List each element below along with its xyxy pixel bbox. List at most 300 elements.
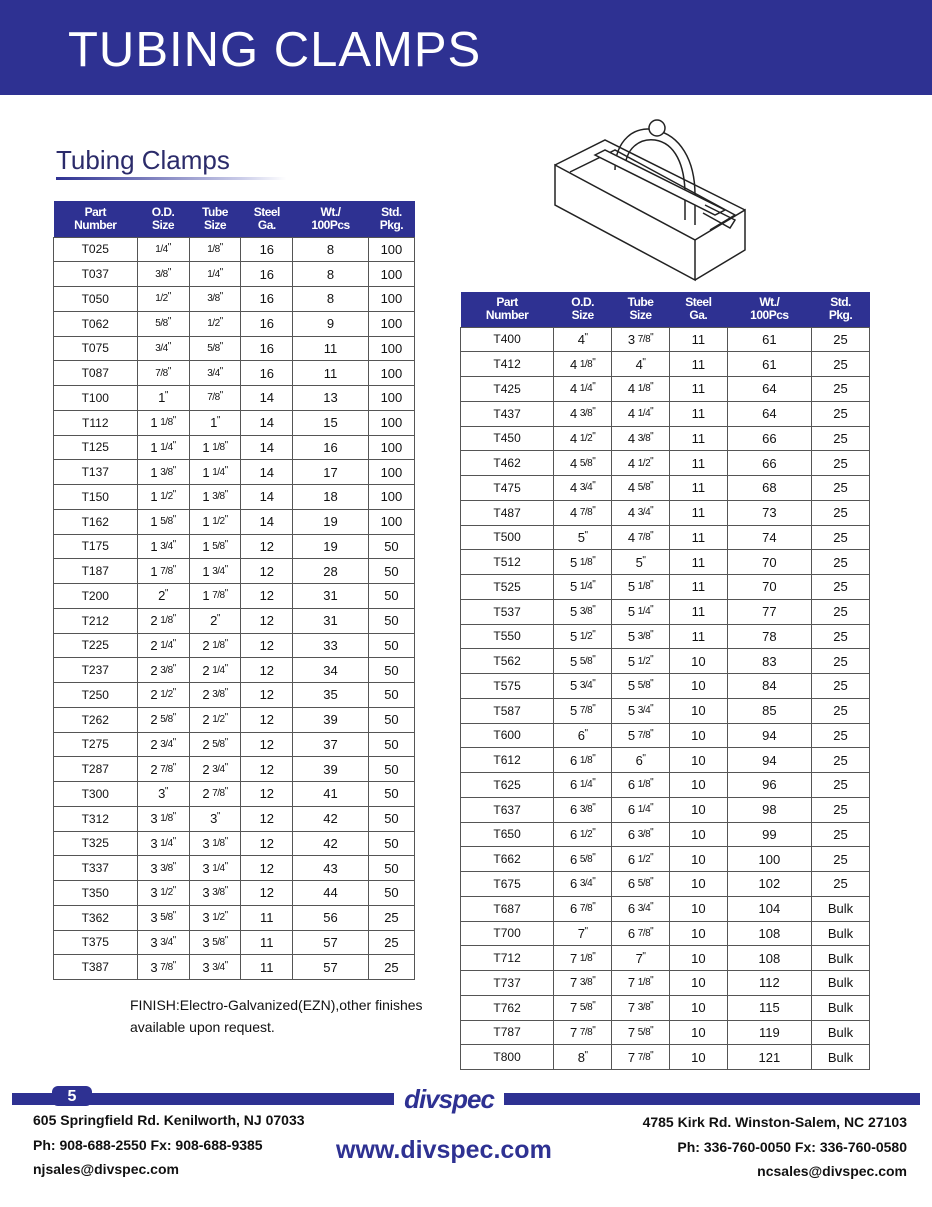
steel-gauge-cell: 11 — [670, 599, 728, 624]
std-package-cell: 25 — [812, 847, 870, 872]
table-row — [461, 327, 870, 352]
std-package-cell: 100 — [368, 237, 414, 262]
std-package-cell: 25 — [812, 674, 870, 699]
column-header-std-package: Std. Pkg. — [368, 201, 414, 237]
std-package-cell: 100 — [368, 485, 414, 510]
part-number-cell: T512 — [461, 550, 554, 575]
column-header-tube-size: Tube Size — [612, 292, 670, 327]
od-size-cell: 4 1/2" — [554, 426, 612, 451]
steel-gauge-cell: 10 — [670, 995, 728, 1020]
weight-per-100-cell: 34 — [293, 658, 369, 683]
part-number-cell: T075 — [54, 336, 138, 361]
std-package-cell: 25 — [812, 872, 870, 897]
nc-phone: Ph: 336-760-0050 Fx: 336-760-0580 — [677, 1138, 907, 1155]
weight-per-100-cell: 35 — [293, 683, 369, 708]
weight-per-100-cell: 74 — [727, 525, 811, 550]
weight-per-100-cell: 112 — [727, 971, 811, 996]
steel-gauge-cell: 12 — [241, 608, 293, 633]
table-row — [54, 658, 415, 683]
od-size-cell: 2 1/4" — [137, 633, 189, 658]
std-package-cell: 25 — [812, 773, 870, 798]
tube-size-cell: 5 3/4" — [612, 698, 670, 723]
weight-per-100-cell: 115 — [727, 995, 811, 1020]
tube-size-cell: 7 7/8" — [612, 1045, 670, 1070]
tube-size-cell: 3 3/4" — [189, 955, 241, 980]
std-package-cell: 100 — [368, 509, 414, 534]
weight-per-100-cell: 9 — [293, 311, 369, 336]
tube-size-cell: 1" — [189, 410, 241, 435]
part-number-cell: T650 — [461, 822, 554, 847]
table-row — [461, 822, 870, 847]
section-underline — [56, 177, 286, 180]
table-row — [461, 550, 870, 575]
std-package-cell: 25 — [812, 575, 870, 600]
part-number-cell: T412 — [461, 352, 554, 377]
weight-per-100-cell: 42 — [293, 806, 369, 831]
od-size-cell: 6 1/2" — [554, 822, 612, 847]
part-number-cell: T325 — [54, 831, 138, 856]
part-number-cell: T437 — [461, 401, 554, 426]
od-size-cell: 4 7/8" — [554, 500, 612, 525]
weight-per-100-cell: 8 — [293, 287, 369, 312]
divspec-logo: divspec — [394, 1085, 504, 1115]
steel-gauge-cell: 11 — [670, 476, 728, 501]
std-package-cell: Bulk — [812, 1020, 870, 1045]
part-number-cell: T637 — [461, 797, 554, 822]
tube-size-cell: 2 1/2" — [189, 707, 241, 732]
od-size-cell: 6 3/4" — [554, 872, 612, 897]
steel-gauge-cell: 10 — [670, 773, 728, 798]
table-row — [54, 584, 415, 609]
table-row — [461, 847, 870, 872]
std-package-cell: 25 — [812, 525, 870, 550]
part-number-cell: T025 — [54, 237, 138, 262]
column-header-part-number: Part Number — [461, 292, 554, 327]
std-package-cell: 50 — [368, 806, 414, 831]
std-package-cell: 50 — [368, 608, 414, 633]
nj-contact — [33, 1108, 305, 1182]
tube-size-cell: 1 3/4" — [189, 559, 241, 584]
std-package-cell: 25 — [812, 797, 870, 822]
tube-size-cell: 3" — [189, 806, 241, 831]
part-number-cell: T237 — [54, 658, 138, 683]
part-number-cell: T450 — [461, 426, 554, 451]
part-number-cell: T687 — [461, 896, 554, 921]
column-header-weight-per-100: Wt./ 100Pcs — [727, 292, 811, 327]
std-package-cell: Bulk — [812, 1045, 870, 1070]
weight-per-100-cell: 108 — [727, 946, 811, 971]
tube-size-cell: 5" — [612, 550, 670, 575]
column-header-part-number: Part Number — [54, 201, 138, 237]
tube-size-cell: 2 7/8" — [189, 782, 241, 807]
od-size-cell: 6 1/8" — [554, 748, 612, 773]
weight-per-100-cell: 64 — [727, 377, 811, 402]
column-header-od-size: O.D. Size — [137, 201, 189, 237]
od-size-cell: 1 5/8" — [137, 509, 189, 534]
table-row — [461, 674, 870, 699]
tube-size-cell: 3 3/8" — [189, 881, 241, 906]
std-package-cell: Bulk — [812, 971, 870, 996]
part-number-cell: T550 — [461, 624, 554, 649]
table-row — [54, 386, 415, 411]
steel-gauge-cell: 11 — [241, 955, 293, 980]
table-row — [461, 748, 870, 773]
weight-per-100-cell: 44 — [293, 881, 369, 906]
weight-per-100-cell: 28 — [293, 559, 369, 584]
od-size-cell: 5 3/8" — [554, 599, 612, 624]
steel-gauge-cell: 12 — [241, 806, 293, 831]
od-size-cell: 6 3/8" — [554, 797, 612, 822]
tube-size-cell: 2 1/4" — [189, 658, 241, 683]
std-package-cell: 25 — [368, 955, 414, 980]
od-size-cell: 6 1/4" — [554, 773, 612, 798]
std-package-cell: 25 — [812, 327, 870, 352]
std-package-cell: 50 — [368, 856, 414, 881]
std-package-cell: 100 — [368, 410, 414, 435]
table-row — [54, 361, 415, 386]
table-row — [461, 698, 870, 723]
part-number-cell: T662 — [461, 847, 554, 872]
std-package-cell: 100 — [368, 361, 414, 386]
table-row — [54, 633, 415, 658]
weight-per-100-cell: 85 — [727, 698, 811, 723]
table-row — [461, 624, 870, 649]
tube-size-cell: 3/4" — [189, 361, 241, 386]
steel-gauge-cell: 10 — [670, 1020, 728, 1045]
weight-per-100-cell: 8 — [293, 262, 369, 287]
weight-per-100-cell: 17 — [293, 460, 369, 485]
part-number-cell: T625 — [461, 773, 554, 798]
od-size-cell: 7 7/8" — [554, 1020, 612, 1045]
std-package-cell: 50 — [368, 831, 414, 856]
table-row — [461, 377, 870, 402]
weight-per-100-cell: 102 — [727, 872, 811, 897]
table-row — [461, 401, 870, 426]
part-number-cell: T150 — [54, 485, 138, 510]
steel-gauge-cell: 11 — [670, 327, 728, 352]
table-row — [54, 534, 415, 559]
steel-gauge-cell: 11 — [670, 624, 728, 649]
part-number-cell: T275 — [54, 732, 138, 757]
std-package-cell: 50 — [368, 707, 414, 732]
od-size-cell: 1 1/2" — [137, 485, 189, 510]
weight-per-100-cell: 57 — [293, 930, 369, 955]
od-size-cell: 7 3/8" — [554, 971, 612, 996]
table-header-row — [461, 292, 870, 327]
steel-gauge-cell: 16 — [241, 336, 293, 361]
part-number-cell: T675 — [461, 872, 554, 897]
std-package-cell: 25 — [368, 930, 414, 955]
weight-per-100-cell: 41 — [293, 782, 369, 807]
steel-gauge-cell: 10 — [670, 748, 728, 773]
table-row — [54, 856, 415, 881]
table-row — [461, 575, 870, 600]
steel-gauge-cell: 10 — [670, 921, 728, 946]
od-size-cell: 1" — [137, 386, 189, 411]
weight-per-100-cell: 39 — [293, 707, 369, 732]
steel-gauge-cell: 16 — [241, 361, 293, 386]
tube-size-cell: 3 5/8" — [189, 930, 241, 955]
std-package-cell: 25 — [812, 377, 870, 402]
table-row — [54, 262, 415, 287]
od-size-cell: 2 3/8" — [137, 658, 189, 683]
steel-gauge-cell: 16 — [241, 311, 293, 336]
weight-per-100-cell: 43 — [293, 856, 369, 881]
website-link[interactable]: www.divspec.com — [336, 1136, 552, 1164]
std-package-cell: Bulk — [812, 995, 870, 1020]
weight-per-100-cell: 11 — [293, 336, 369, 361]
steel-gauge-cell: 12 — [241, 584, 293, 609]
tube-size-cell: 6 7/8" — [612, 921, 670, 946]
std-package-cell: 50 — [368, 782, 414, 807]
table-row — [54, 237, 415, 262]
table-row — [54, 782, 415, 807]
steel-gauge-cell: 11 — [670, 377, 728, 402]
od-size-cell: 7/8" — [137, 361, 189, 386]
steel-gauge-cell: 12 — [241, 559, 293, 584]
part-number-cell: T200 — [54, 584, 138, 609]
part-number-cell: T475 — [461, 476, 554, 501]
table-row — [461, 921, 870, 946]
od-size-cell: 6" — [554, 723, 612, 748]
table-row — [461, 525, 870, 550]
weight-per-100-cell: 13 — [293, 386, 369, 411]
std-package-cell: 25 — [812, 352, 870, 377]
part-number-cell: T250 — [54, 683, 138, 708]
table-row — [461, 352, 870, 377]
std-package-cell: 25 — [812, 500, 870, 525]
od-size-cell: 2 3/4" — [137, 732, 189, 757]
steel-gauge-cell: 12 — [241, 707, 293, 732]
table-row — [461, 426, 870, 451]
column-header-tube-size: Tube Size — [189, 201, 241, 237]
od-size-cell: 2" — [137, 584, 189, 609]
part-number-cell: T575 — [461, 674, 554, 699]
tubing-clamp-illustration — [545, 110, 765, 290]
od-size-cell: 4 3/8" — [554, 401, 612, 426]
weight-per-100-cell: 57 — [293, 955, 369, 980]
od-size-cell: 2 7/8" — [137, 757, 189, 782]
od-size-cell: 1 7/8" — [137, 559, 189, 584]
std-package-cell: 50 — [368, 683, 414, 708]
steel-gauge-cell: 14 — [241, 410, 293, 435]
std-package-cell: 100 — [368, 336, 414, 361]
od-size-cell: 3 1/8" — [137, 806, 189, 831]
table-row — [461, 1045, 870, 1070]
od-size-cell: 1 1/4" — [137, 435, 189, 460]
steel-gauge-cell: 14 — [241, 386, 293, 411]
tube-size-cell: 7/8" — [189, 386, 241, 411]
steel-gauge-cell: 14 — [241, 485, 293, 510]
tube-size-cell: 1 1/2" — [189, 509, 241, 534]
tube-size-cell: 2 5/8" — [189, 732, 241, 757]
od-size-cell: 5/8" — [137, 311, 189, 336]
tube-size-cell: 6 3/4" — [612, 896, 670, 921]
std-package-cell: 100 — [368, 386, 414, 411]
table-row — [54, 287, 415, 312]
part-number-cell: T362 — [54, 905, 138, 930]
std-package-cell: 50 — [368, 658, 414, 683]
table-row — [461, 995, 870, 1020]
steel-gauge-cell: 11 — [670, 426, 728, 451]
table-row — [54, 732, 415, 757]
part-number-cell: T500 — [461, 525, 554, 550]
tube-size-cell: 6 5/8" — [612, 872, 670, 897]
part-number-cell: T387 — [54, 955, 138, 980]
od-size-cell: 2 1/8" — [137, 608, 189, 633]
tube-size-cell: 7 5/8" — [612, 1020, 670, 1045]
nj-email[interactable]: njsales@divspec.com — [33, 1161, 179, 1177]
part-number-cell: T350 — [54, 881, 138, 906]
steel-gauge-cell: 12 — [241, 856, 293, 881]
tube-size-cell: 4 3/8" — [612, 426, 670, 451]
steel-gauge-cell: 12 — [241, 732, 293, 757]
weight-per-100-cell: 31 — [293, 608, 369, 633]
steel-gauge-cell: 10 — [670, 896, 728, 921]
steel-gauge-cell: 12 — [241, 881, 293, 906]
part-number-cell: T525 — [461, 575, 554, 600]
steel-gauge-cell: 10 — [670, 946, 728, 971]
tube-size-cell: 3 7/8" — [612, 327, 670, 352]
weight-per-100-cell: 77 — [727, 599, 811, 624]
part-number-cell: T800 — [461, 1045, 554, 1070]
steel-gauge-cell: 11 — [670, 451, 728, 476]
page-title: TUBING CLAMPS — [68, 23, 482, 77]
nc-address: 4785 Kirk Rd. Winston-Salem, NC 27103 — [642, 1114, 907, 1130]
steel-gauge-cell: 16 — [241, 237, 293, 262]
std-package-cell: 50 — [368, 534, 414, 559]
steel-gauge-cell: 11 — [241, 930, 293, 955]
part-number-cell: T112 — [54, 410, 138, 435]
od-size-cell: 6 5/8" — [554, 847, 612, 872]
tube-size-cell: 4 1/8" — [612, 377, 670, 402]
steel-gauge-cell: 11 — [241, 905, 293, 930]
od-size-cell: 4 1/4" — [554, 377, 612, 402]
steel-gauge-cell: 12 — [241, 683, 293, 708]
table-row — [461, 946, 870, 971]
tube-size-cell: 1 1/8" — [189, 435, 241, 460]
od-size-cell: 1/4" — [137, 237, 189, 262]
table-row — [461, 872, 870, 897]
part-number-cell: T700 — [461, 921, 554, 946]
tube-size-cell: 5 3/8" — [612, 624, 670, 649]
tubing-clamps-table-large — [460, 292, 870, 1070]
table-row — [54, 311, 415, 336]
od-size-cell: 3/4" — [137, 336, 189, 361]
weight-per-100-cell: 19 — [293, 534, 369, 559]
tube-size-cell: 5 5/8" — [612, 674, 670, 699]
steel-gauge-cell: 11 — [670, 401, 728, 426]
od-size-cell: 5 5/8" — [554, 649, 612, 674]
tube-size-cell: 4" — [612, 352, 670, 377]
weight-per-100-cell: 56 — [293, 905, 369, 930]
weight-per-100-cell: 64 — [727, 401, 811, 426]
weight-per-100-cell: 33 — [293, 633, 369, 658]
nc-email[interactable]: ncsales@divspec.com — [757, 1163, 907, 1179]
od-size-cell: 7 5/8" — [554, 995, 612, 1020]
od-size-cell: 5 3/4" — [554, 674, 612, 699]
std-package-cell: 25 — [812, 599, 870, 624]
std-package-cell: 25 — [812, 426, 870, 451]
od-size-cell: 3 1/2" — [137, 881, 189, 906]
od-size-cell: 3 5/8" — [137, 905, 189, 930]
table-row — [461, 451, 870, 476]
weight-per-100-cell: 61 — [727, 352, 811, 377]
steel-gauge-cell: 14 — [241, 435, 293, 460]
table-row — [54, 460, 415, 485]
part-number-cell: T337 — [54, 856, 138, 881]
std-package-cell: 50 — [368, 732, 414, 757]
tube-size-cell: 2 3/8" — [189, 683, 241, 708]
std-package-cell: 25 — [812, 649, 870, 674]
tube-size-cell: 1/8" — [189, 237, 241, 262]
tube-size-cell: 2" — [189, 608, 241, 633]
table-row — [461, 971, 870, 996]
od-size-cell: 5 1/8" — [554, 550, 612, 575]
table-row — [461, 896, 870, 921]
steel-gauge-cell: 14 — [241, 460, 293, 485]
weight-per-100-cell: 100 — [727, 847, 811, 872]
std-package-cell: 25 — [812, 550, 870, 575]
tube-size-cell: 6 3/8" — [612, 822, 670, 847]
steel-gauge-cell: 10 — [670, 872, 728, 897]
part-number-cell: T487 — [461, 500, 554, 525]
weight-per-100-cell: 121 — [727, 1045, 811, 1070]
steel-gauge-cell: 10 — [670, 1045, 728, 1070]
part-number-cell: T762 — [461, 995, 554, 1020]
section-title: Tubing Clamps — [56, 145, 230, 175]
part-number-cell: T225 — [54, 633, 138, 658]
steel-gauge-cell: 12 — [241, 534, 293, 559]
tube-size-cell: 2 3/4" — [189, 757, 241, 782]
steel-gauge-cell: 11 — [670, 352, 728, 377]
weight-per-100-cell: 18 — [293, 485, 369, 510]
std-package-cell: 25 — [812, 451, 870, 476]
part-number-cell: T125 — [54, 435, 138, 460]
table-row — [54, 905, 415, 930]
tube-size-cell: 6" — [612, 748, 670, 773]
od-size-cell: 3 7/8" — [137, 955, 189, 980]
table-row — [54, 485, 415, 510]
od-size-cell: 4 5/8" — [554, 451, 612, 476]
std-package-cell: 25 — [368, 905, 414, 930]
table-row — [54, 881, 415, 906]
weight-per-100-cell: 39 — [293, 757, 369, 782]
std-package-cell: 25 — [812, 822, 870, 847]
part-number-cell: T300 — [54, 782, 138, 807]
column-header-steel-gauge: Steel Ga. — [241, 201, 293, 237]
tube-size-cell: 5 7/8" — [612, 723, 670, 748]
table-row — [461, 649, 870, 674]
table-row — [54, 930, 415, 955]
part-number-cell: T600 — [461, 723, 554, 748]
od-size-cell: 7" — [554, 921, 612, 946]
tube-size-cell: 1 5/8" — [189, 534, 241, 559]
steel-gauge-cell: 12 — [241, 633, 293, 658]
od-size-cell: 3 1/4" — [137, 831, 189, 856]
od-size-cell: 3 3/8" — [137, 856, 189, 881]
weight-per-100-cell: 99 — [727, 822, 811, 847]
part-number-cell: T087 — [54, 361, 138, 386]
weight-per-100-cell: 104 — [727, 896, 811, 921]
weight-per-100-cell: 83 — [727, 649, 811, 674]
weight-per-100-cell: 42 — [293, 831, 369, 856]
weight-per-100-cell: 11 — [293, 361, 369, 386]
weight-per-100-cell: 19 — [293, 509, 369, 534]
part-number-cell: T050 — [54, 287, 138, 312]
steel-gauge-cell: 11 — [670, 550, 728, 575]
weight-per-100-cell: 15 — [293, 410, 369, 435]
